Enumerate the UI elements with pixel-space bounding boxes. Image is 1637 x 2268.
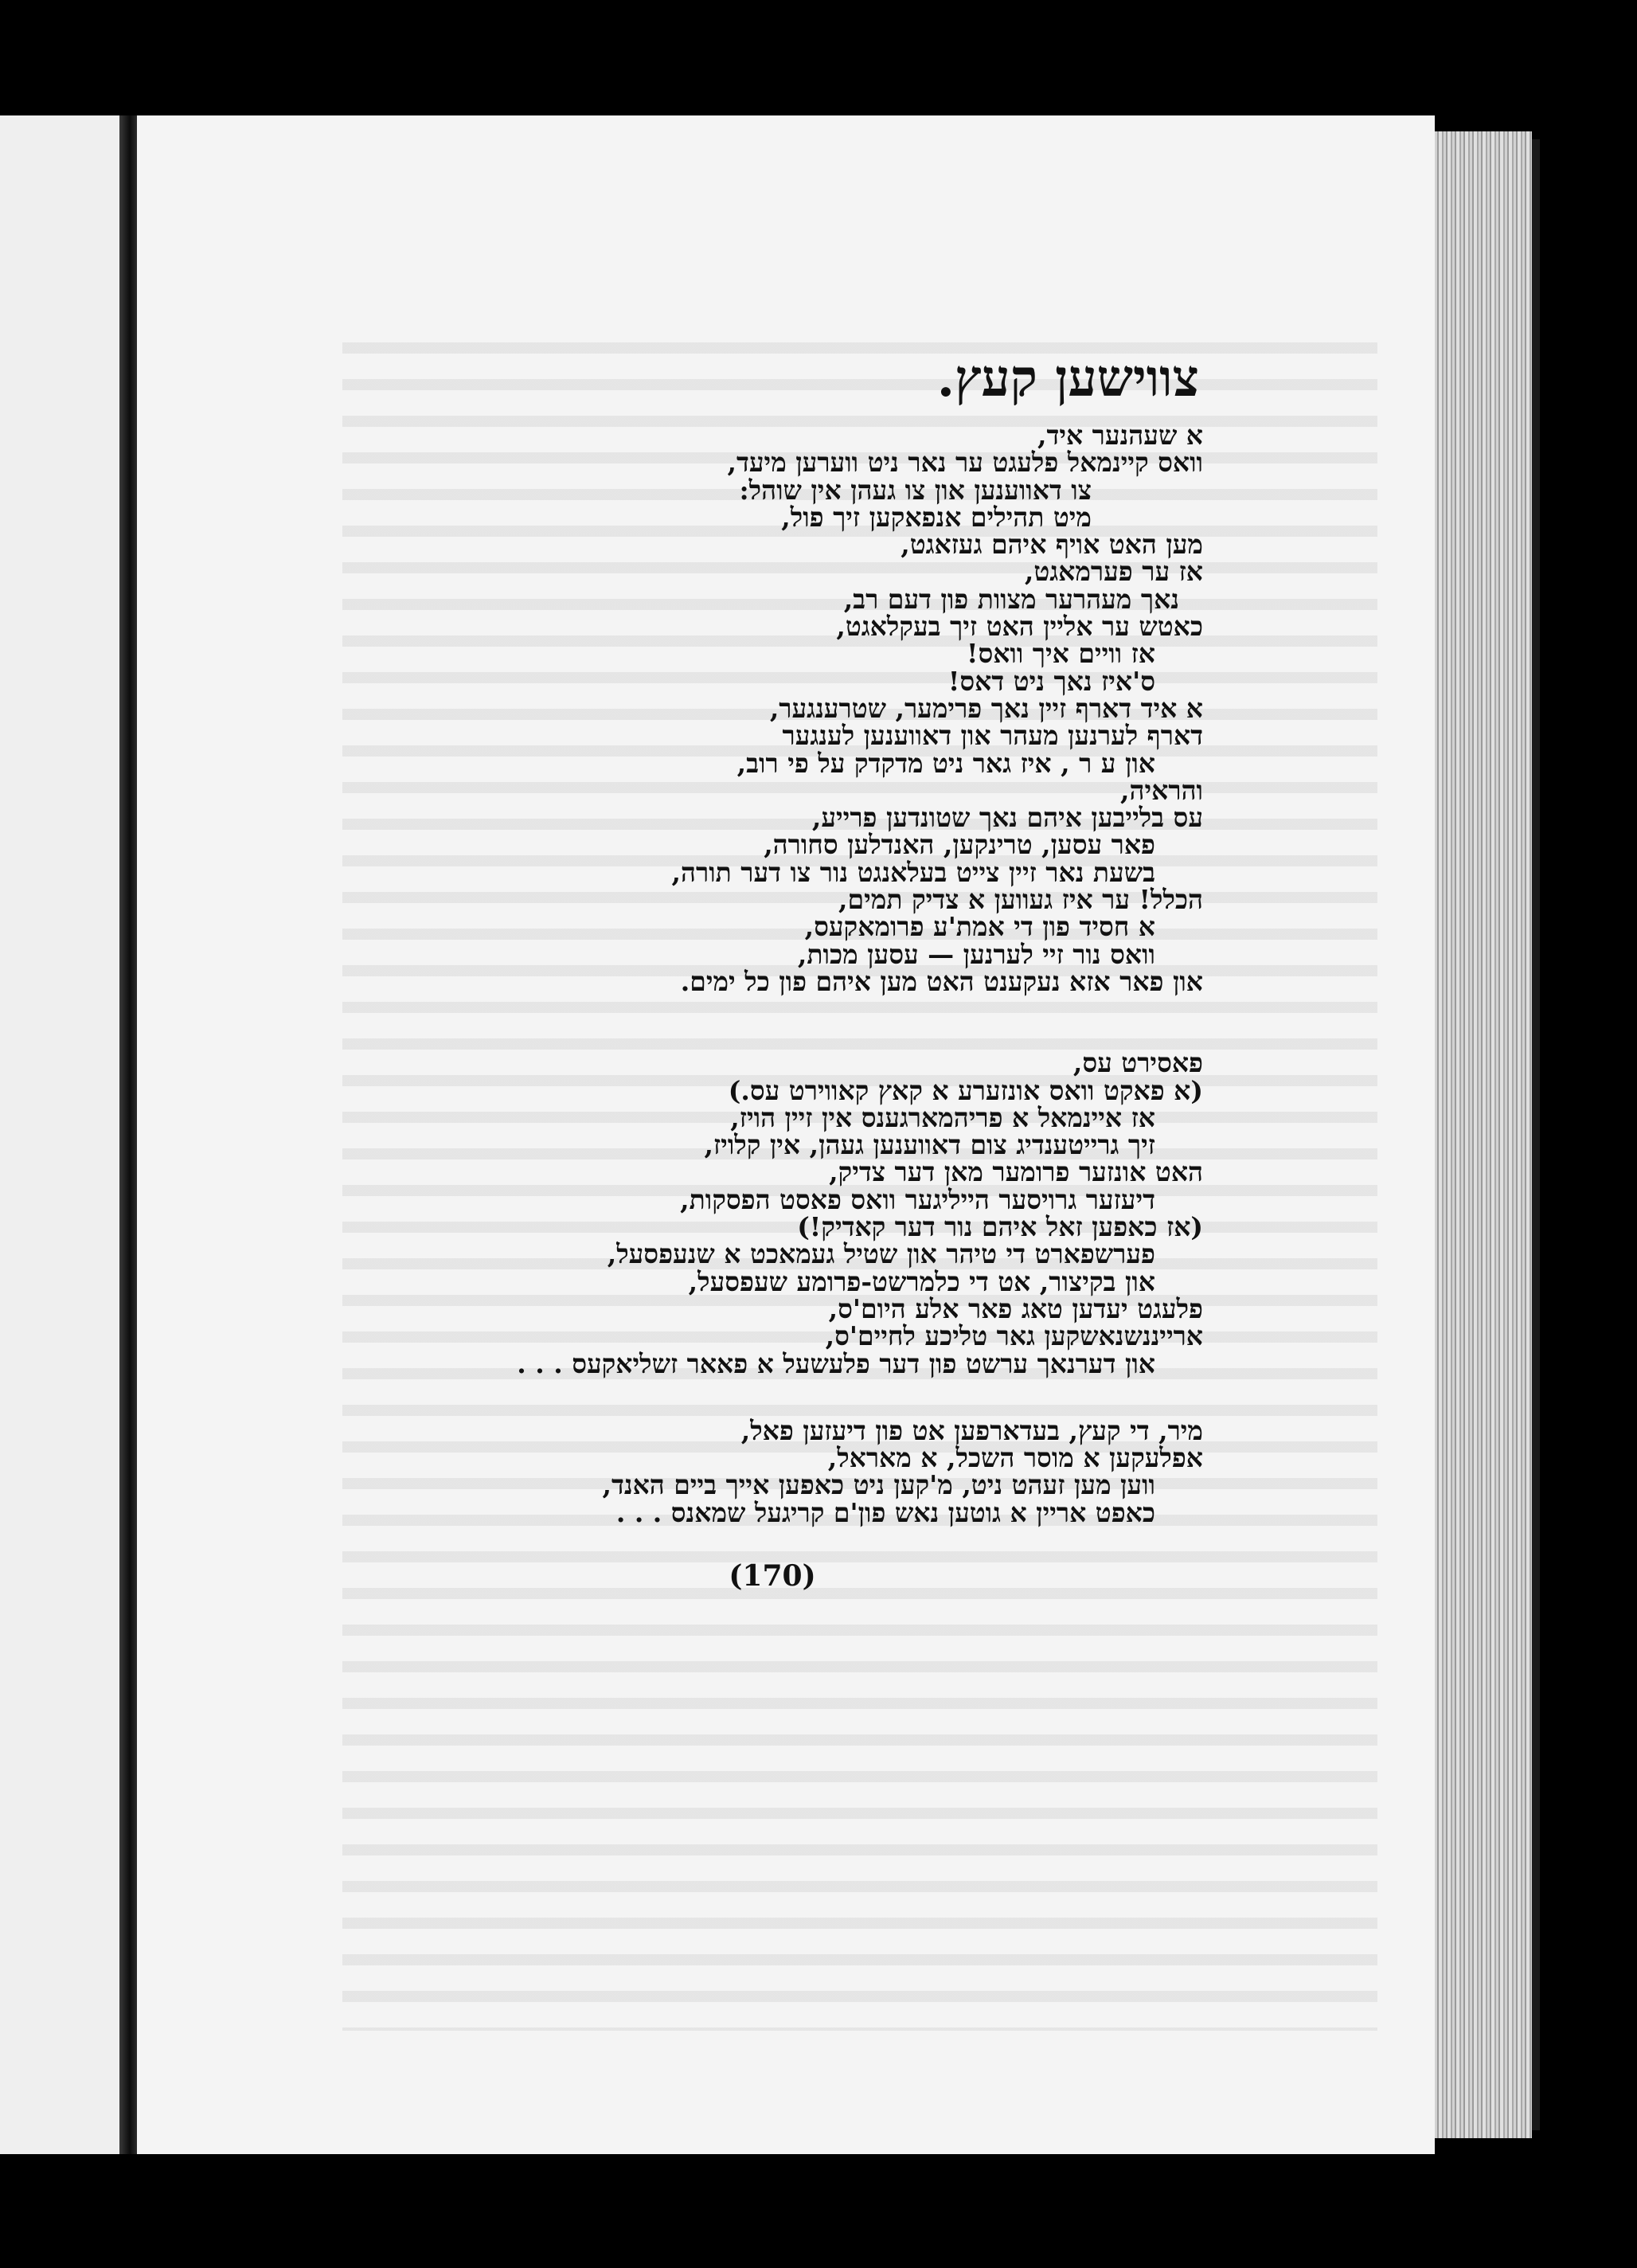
poem-line: און ע ר , איז גאר ניט מדקדק על פי רוב, [736,747,1155,779]
page-number: (170) [729,1559,816,1593]
poem-line: א שעהנער איד, [1037,420,1203,451]
poem-line: האט אונזער פרומער מאן דער צדיק, [829,1156,1203,1188]
poem-line: עס בלייבען איהם נאך שטונדען פרייע, [811,802,1203,834]
poem-line: מיט תהילים אנפאקען זיך פול, [781,501,1092,533]
poem-line: בשעת נאר זיין צייט בעלאנגט נור צו דער תורה, [671,856,1155,888]
poem-line: אז ער פערמאגט, [1024,556,1203,588]
poem-line: א חסיד פון די אמת'ע פרומאקעס, [804,911,1155,943]
page-edges-shadow [1532,139,1540,2130]
poem-line: מיר, די קעץ, בעדארפען אט פון דיעזען פאל, [740,1414,1203,1446]
poem-line: (אז כאפען זאל איהם נור דער קאדיק!) [797,1211,1203,1243]
poem-line: וואס קיינמאל פלעגט ער נאר ניט ווערען מיעד, [727,447,1203,479]
poem-title: צווישען קעץ. [936,349,1199,409]
poem-line: וואס נור זיי לערנען — עסען מכות, [797,938,1155,970]
poem-line: פאסירט עס, [1072,1047,1203,1079]
poem-line: אז וויים איך וואס! [966,638,1155,670]
poem-line: אז איינמאל א פריהמארגענס אין זיין הויז, [730,1101,1155,1133]
stanza-1 [391,422,1203,995]
poem-line: כאפט אריין א גוטען נאש פון'ם קריגעל שמאנס . . . [615,1496,1155,1528]
poem-line: הכלל! ער איז געווען א צדיק תמים, [838,884,1203,916]
poem-line: זיך גרייטענדיג צום דאווענען געהן, אין קלויז, [704,1129,1155,1161]
poem-line: ווען מען זעהט ניט, מ'קען ניט כאפען אייך ביים האנד, [602,1469,1155,1501]
previous-page [0,115,119,2154]
poem-line: כאטש ער אליין האט זיך בעקלאגט, [836,611,1203,643]
stanza-2 [391,1047,1203,1379]
poem-line: דארף לערנען מעהר און דאווענען לענגער [782,720,1203,752]
poem-line: צו דאווענען און צו געהן אין שוהל: [739,474,1092,506]
poem-line: נאך מעהרער מצוות פון דעם רב, [843,583,1179,615]
poem-line: ס'איז נאך ניט דאס! [947,665,1155,697]
page-edges [1435,131,1532,2138]
poem-line: און פאר אזא נעקענט האט מען איהם פון כל ימים. [680,965,1203,997]
poem-line: דיעזער גרויסער הייליגער וואס פאסט הפסקות, [680,1183,1155,1215]
stanza-gap [391,995,1203,1050]
poem-line: (א פאקט וואס אונזערע א קאץ קאווירט עס.) [728,1074,1203,1106]
poem-line: פערשפארט די טיהר און שטיל געמאכט א שנעפסעל, [607,1238,1155,1270]
poem-body [391,422,1203,1527]
poem-line: ארייננשנאשקען גאר טליכע לחיים'ס, [825,1320,1203,1352]
poem-line: והראיה, [1120,774,1203,806]
stanza-3 [391,1414,1203,1528]
poem-line: און דערנאך ערשט פון דער פלעשעל א פאאר זשליאקעס . . . [517,1347,1155,1379]
poem-line: א איד דארף זיין נאך פרימער, שטרענגער, [769,692,1203,724]
poem-line: פלעגט יעדען טאג פאר אלע היום'ס, [828,1292,1203,1324]
poem-line: פאר עסען, טרינקען, האנדלען סחורה, [764,829,1155,861]
poem-line: און בקיצור, אט די כלמרשט-פרומע שעפסעל, [688,1265,1155,1297]
poem-line: מען האט אויף איהם געזאגט, [901,529,1203,561]
book-gutter [119,115,137,2154]
poem-line: אפלעקען א מוסר השכל, א מאראל, [827,1442,1203,1474]
stanza-gap [391,1378,1203,1418]
